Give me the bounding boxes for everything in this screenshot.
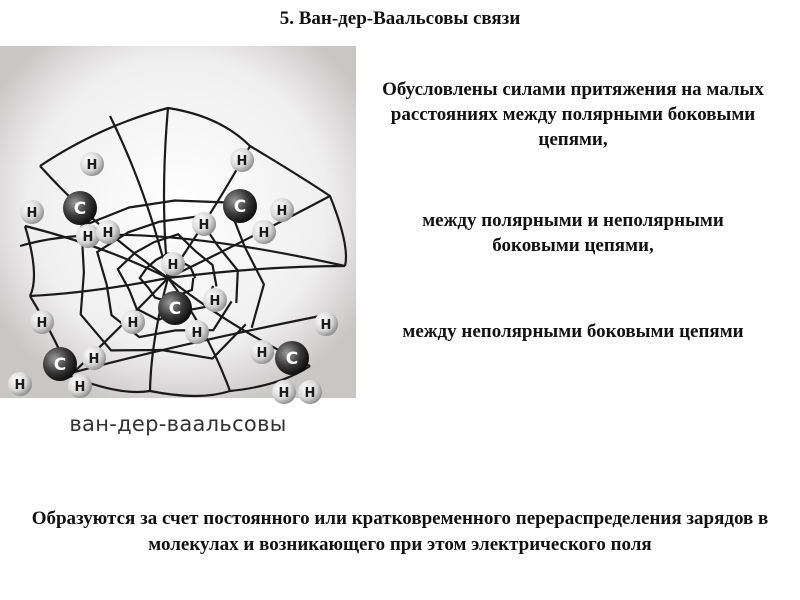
hydrogen-label: H bbox=[74, 380, 86, 395]
hydrogen-label: H bbox=[256, 346, 268, 361]
hydrogen-atom-1 bbox=[76, 224, 100, 248]
hydrogen-atom-5 bbox=[272, 380, 296, 404]
hydrogen-atom-4 bbox=[68, 374, 92, 398]
carbon-atom-2 bbox=[223, 189, 257, 223]
hydrogen-atom-1 bbox=[96, 220, 120, 244]
hydrogen-atom-1 bbox=[80, 152, 104, 176]
hydrogen-label: H bbox=[14, 378, 26, 393]
hydrogen-atom-1 bbox=[20, 200, 44, 224]
hydrogen-atom-3 bbox=[185, 320, 209, 344]
hydrogen-atom-4 bbox=[82, 346, 106, 370]
hydrogen-label: H bbox=[36, 316, 48, 331]
hydrogen-label: H bbox=[167, 258, 179, 273]
hydrogen-label: H bbox=[26, 206, 38, 221]
hydrogen-label: H bbox=[276, 204, 288, 219]
hydrogen-atom-2 bbox=[270, 198, 294, 222]
hydrogen-label: H bbox=[82, 230, 94, 245]
paragraph-polar-nonpolar: между полярными и неполярными боковыми цепями, bbox=[422, 210, 724, 256]
hydrogen-label: H bbox=[236, 154, 248, 169]
hydrogen-label: H bbox=[258, 226, 270, 241]
hydrogen-atom-5 bbox=[314, 312, 338, 336]
carbon-label: C bbox=[53, 355, 67, 375]
carbon-label: C bbox=[168, 299, 182, 319]
carbon-label: C bbox=[73, 199, 87, 219]
hydrogen-label: H bbox=[191, 326, 203, 341]
molecule-web-drawing bbox=[0, 46, 356, 446]
hydrogen-label: H bbox=[278, 386, 290, 401]
hydrogen-label: H bbox=[209, 294, 221, 309]
hydrogen-label: H bbox=[304, 386, 316, 401]
hydrogen-atom-5 bbox=[250, 340, 274, 364]
paragraph-nonpolar: между неполярными боковыми цепями bbox=[402, 321, 744, 342]
hydrogen-label: H bbox=[198, 218, 210, 233]
hydrogen-atom-4 bbox=[30, 310, 54, 334]
hydrogen-atom-3 bbox=[203, 288, 227, 312]
bottom-explanation: Образуются за счет постоянного или кратковременного перераспределения зарядов в молекулах и возникающего при этом электрического поля bbox=[31, 508, 769, 555]
carbon-atom-3 bbox=[158, 291, 192, 325]
hydrogen-atom-3 bbox=[121, 310, 145, 334]
figure-caption: ван-дер-ваальсовы bbox=[69, 412, 287, 436]
hydrogen-label: H bbox=[102, 226, 114, 241]
hydrogen-atom-2 bbox=[252, 220, 276, 244]
hydrogen-atom-5 bbox=[298, 380, 322, 404]
hydrogen-label: H bbox=[320, 318, 332, 333]
carbon-label: C bbox=[285, 349, 299, 369]
hydrogen-label: H bbox=[127, 316, 139, 331]
hydrogen-atom-3 bbox=[161, 252, 185, 276]
paragraph-polar-chains: Обусловлены силами притяжения на малых расстояниях между полярными боковыми цепями, bbox=[382, 79, 764, 150]
hydrogen-label: H bbox=[86, 158, 98, 173]
carbon-atom-1 bbox=[63, 191, 97, 225]
carbon-label: C bbox=[233, 197, 247, 217]
slide-title: 5. Ван-дер-Ваальсовы связи bbox=[279, 8, 521, 29]
hydrogen-atom-2 bbox=[230, 148, 254, 172]
van-der-waals-illustration bbox=[0, 46, 356, 446]
hydrogen-label: H bbox=[88, 352, 100, 367]
hydrogen-atom-4 bbox=[8, 372, 32, 396]
carbon-atom-5 bbox=[275, 341, 309, 375]
carbon-atom-4 bbox=[43, 347, 77, 381]
hydrogen-atom-2 bbox=[192, 212, 216, 236]
